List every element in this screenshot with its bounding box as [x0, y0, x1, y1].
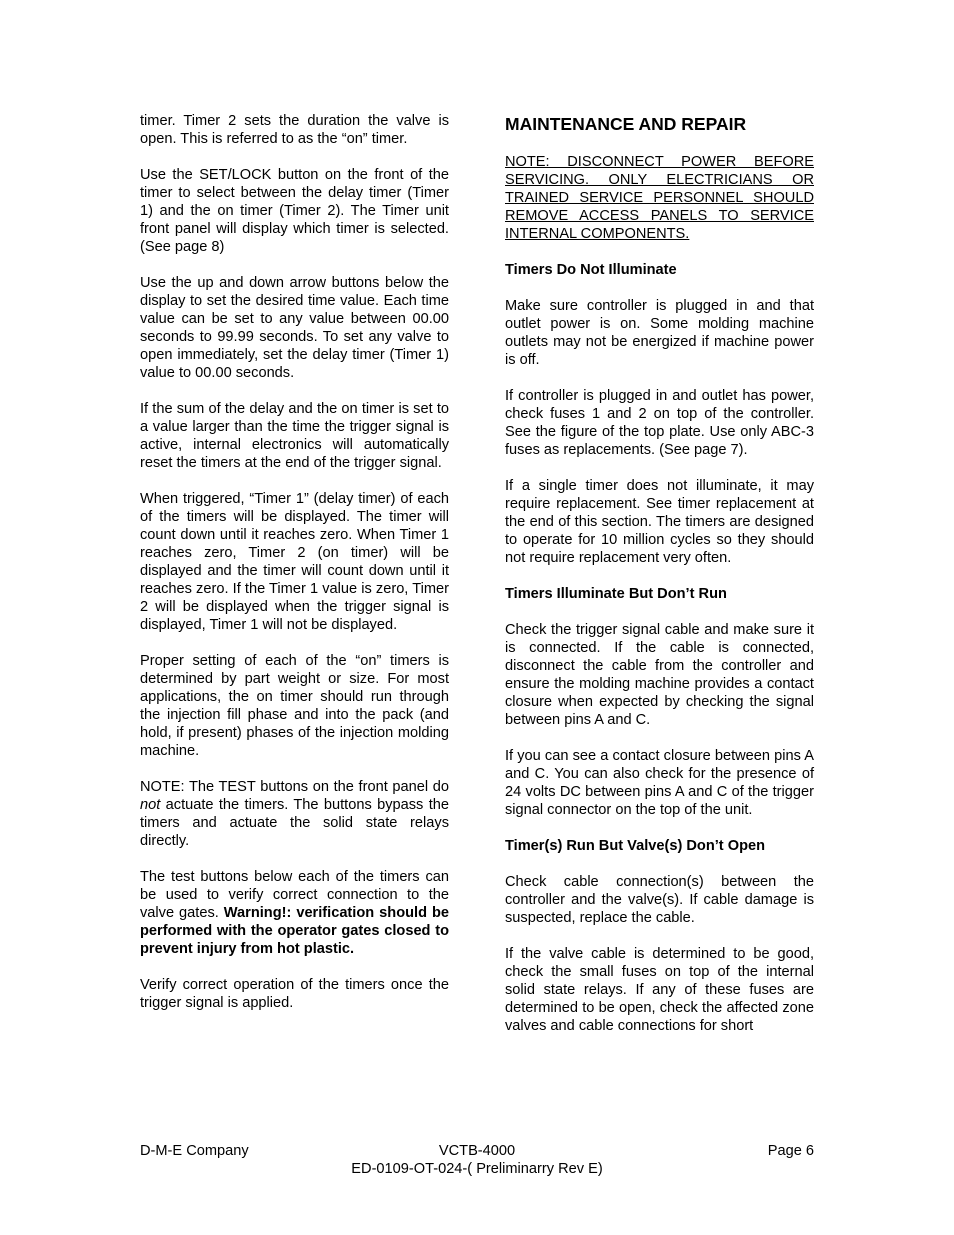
subheading: Timer(s) Run But Valve(s) Don’t Open — [505, 838, 766, 854]
note-text: actuate the timers. The buttons bypass the timers and actuate the solid state relays directly. — [140, 797, 449, 849]
footer-page-number: Page 6 — [767, 1143, 814, 1159]
paragraph: Check the trigger signal cable and make sure it is connected. If the cable is connected, disconnect the cable from the controller and ensure the molding machine provides a contact closure when expected by checking the signal between pins A and C. — [505, 622, 814, 728]
note-text: NOTE: The TEST buttons on the front panel do — [140, 779, 449, 795]
paragraph: If the sum of the delay and the on timer is set to a value larger than the time the trigger signal is active, internal electronics will automatically reset the timers at the end of the trigger signal. — [140, 401, 449, 471]
footer-model: VCTB-4000 — [438, 1143, 516, 1159]
test-buttons-note — [140, 778, 449, 850]
paragraph: If the valve cable is determined to be good, check the small fuses on top of the internal solid state relays. If any of these fuses are determined to be open, check the affected zone valves and cable connections for short — [505, 946, 814, 1034]
paragraph-text: The test buttons below each of the timers can be used to verify correct connection to the valve gates. — [140, 869, 449, 921]
footer-doc-id: ED-0109-OT-024-( Preliminarry Rev E) — [351, 1161, 603, 1177]
test-buttons-paragraph — [140, 868, 449, 958]
subheading: Timers Illuminate But Don’t Run — [505, 586, 727, 602]
paragraph: Use the SET/LOCK button on the front of the timer to select between the delay timer (Timer 1) and the on timer (Timer 2). The Timer unit front panel will display which timer is selected. (See page 8) — [140, 167, 449, 255]
paragraph: Make sure controller is plugged in and that outlet power is on. Some molding machine outlets may not be energized if machine power is off. — [505, 298, 814, 368]
paragraph: If a single timer does not illuminate, it may require replacement. See timer replacement at the end of this section. The timers are designed to operate for 10 million cycles so they should not require replacement very often. — [505, 478, 814, 566]
safety-note: NOTE: DISCONNECT POWER BEFORE SERVICING. ONLY ELECTRICIANS OR TRAINED SERVICE PERSONNEL SHOULD REMOVE ACCESS PANELS TO SERVICE INTERNAL COMPONENTS. — [505, 154, 814, 242]
subheading: Timers Do Not Illuminate — [505, 262, 677, 278]
section-title: MAINTENANCE AND REPAIR — [505, 114, 747, 134]
paragraph: If controller is plugged in and outlet has power, check fuses 1 and 2 on top of the controller. See the figure of the top plate. Use only ABC-3 fuses as replacements. (See page 7). — [505, 388, 814, 458]
paragraph: When triggered, “Timer 1” (delay timer) of each of the timers will be displayed. The timer will count down until it reaches zero. When Timer 1 reaches zero, Timer 2 (on timer) will be displayed and the timer will count down until it reaches zero. If the Timer 1 value is zero, Timer 2 will be displayed when the trigger signal is displayed, Timer 1 will not be displayed. — [140, 491, 449, 633]
warning-text: Warning!: verification should be performed with the operator gates closed to prevent injury from hot plastic. — [140, 905, 449, 957]
left-column — [140, 112, 449, 1012]
right-column — [505, 112, 814, 1035]
footer-company: D-M-E Company — [140, 1143, 249, 1159]
paragraph: timer. Timer 2 sets the duration the valve is open. This is referred to as the “on” timer. — [140, 113, 449, 147]
emphasis-not: not — [140, 797, 161, 813]
paragraph: If you can see a contact closure between pins A and C. You can also check for the presence of 24 volts DC between pins A and C of the trigger signal connector on the top of the unit. — [505, 748, 814, 818]
paragraph: Verify correct operation of the timers once the trigger signal is applied. — [140, 977, 449, 1011]
paragraph: Use the up and down arrow buttons below the display to set the desired time value. Each time value can be set to any value between 00.00 seconds to 99.99 seconds. To set any valve to open immediately, set the delay timer (Timer 1) value to 00.00 seconds. — [140, 275, 449, 381]
paragraph: Proper setting of each of the “on” timers is determined by part weight or size. For most applications, the on timer should run through the injection fill phase and into the pack (and hold, if present) phases of the injection molding machine. — [140, 653, 449, 759]
paragraph: Check cable connection(s) between the controller and the valve(s). If cable damage is suspected, replace the cable. — [505, 874, 814, 926]
